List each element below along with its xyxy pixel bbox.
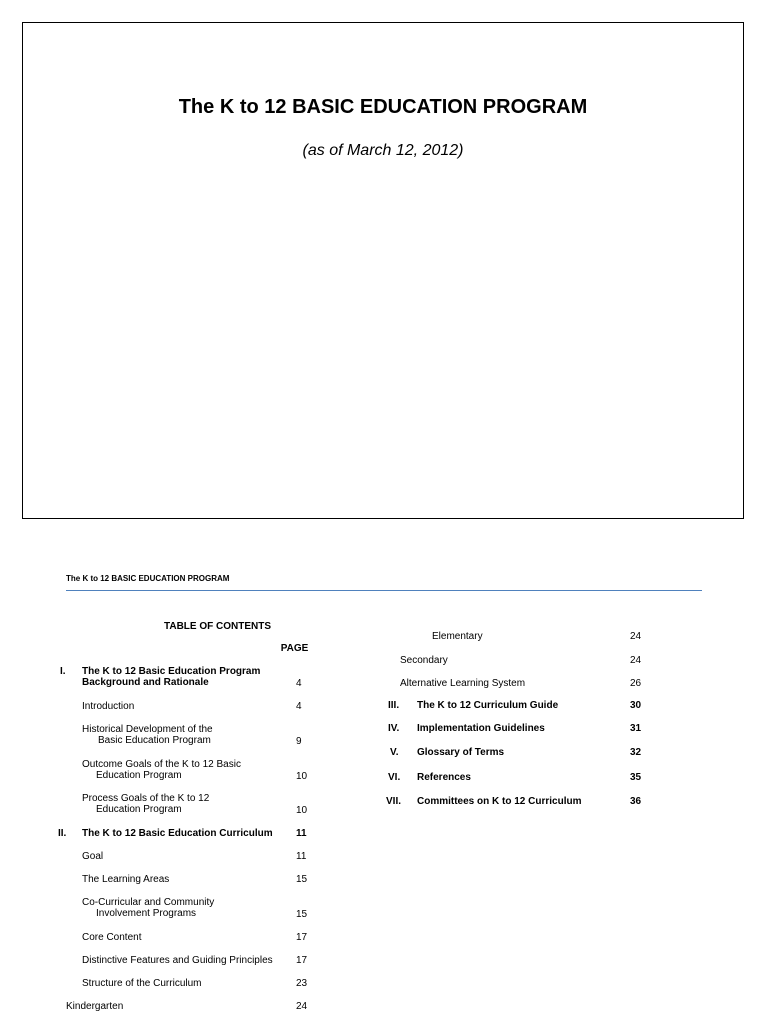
entry-title: Distinctive Features and Guiding Principles (82, 955, 273, 966)
running-header: The K to 12 BASIC EDUCATION PROGRAM (66, 574, 230, 583)
entry-title-line1: Co-Curricular and Community (82, 897, 215, 908)
page-number: 24 (630, 655, 642, 666)
section-title: The K to 12 Basic Education Curriculum (82, 828, 273, 839)
entry-title: Kindergarten (66, 1001, 124, 1012)
entry-title: Goal (82, 851, 104, 862)
section-title: Committees on K to 12 Curriculum (417, 796, 582, 807)
entry-title-line2: Education Program (96, 770, 182, 781)
section-title: The K to 12 Curriculum Guide (417, 700, 559, 711)
section-number: I. (60, 666, 66, 677)
section-number: VI. (388, 772, 401, 783)
section-number: III. (388, 700, 400, 711)
entry-title: The Learning Areas (82, 874, 170, 885)
section-title: Implementation Guidelines (417, 723, 545, 734)
page-number: 11 (296, 828, 307, 839)
entry-title: Core Content (82, 932, 142, 943)
page-number: 10 (296, 805, 308, 816)
section-number: II. (58, 828, 67, 839)
page-number: 24 (630, 631, 642, 642)
entry-title: Secondary (400, 655, 448, 666)
header-rule (66, 590, 702, 591)
entry-title-line2: Basic Education Program (98, 735, 211, 746)
entry-title-line1: Process Goals of the K to 12 (82, 793, 210, 804)
page-number: 11 (296, 851, 307, 862)
page-number: 26 (630, 678, 642, 689)
cover-page (22, 22, 744, 519)
page-number: 24 (296, 1001, 308, 1012)
entry-title-line2: Involvement Programs (96, 908, 197, 919)
page-number: 4 (296, 701, 302, 712)
section-title-line1: The K to 12 Basic Education Program (82, 666, 261, 677)
page-number: 17 (296, 955, 308, 966)
section-title: Glossary of Terms (417, 747, 505, 758)
entry-title: Elementary (432, 631, 483, 642)
document-date: (as of March 12, 2012) (302, 142, 464, 159)
section-title-line2: Background and Rationale (82, 677, 209, 688)
entry-title-line1: Outcome Goals of the K to 12 Basic (82, 759, 241, 770)
section-title: References (417, 772, 471, 783)
entry-title-line2: Education Program (96, 804, 182, 815)
page-number: 36 (630, 796, 642, 807)
page-number: 15 (296, 874, 308, 885)
section-number: VII. (386, 796, 402, 807)
page-column-heading: PAGE (280, 643, 309, 654)
entry-title: Structure of the Curriculum (82, 978, 202, 989)
section-number: IV. (388, 723, 400, 734)
page-number: 10 (296, 771, 308, 782)
page-number: 9 (296, 736, 302, 747)
page-number: 4 (296, 678, 302, 689)
page-number: 15 (296, 909, 308, 920)
section-number: V. (390, 747, 399, 758)
entry-title: Alternative Learning System (400, 678, 526, 689)
page-number: 32 (630, 747, 642, 758)
document-title: The K to 12 BASIC EDUCATION PROGRAM (178, 96, 588, 118)
entry-title: Introduction (82, 701, 135, 712)
page-number: 17 (296, 932, 308, 943)
page-number: 31 (630, 723, 642, 734)
entry-title-line1: Historical Development of the (82, 724, 213, 735)
toc-heading: TABLE OF CONTENTS (163, 621, 272, 632)
page-number: 30 (630, 700, 642, 711)
page-number: 23 (296, 978, 308, 989)
page-number: 35 (630, 772, 642, 783)
